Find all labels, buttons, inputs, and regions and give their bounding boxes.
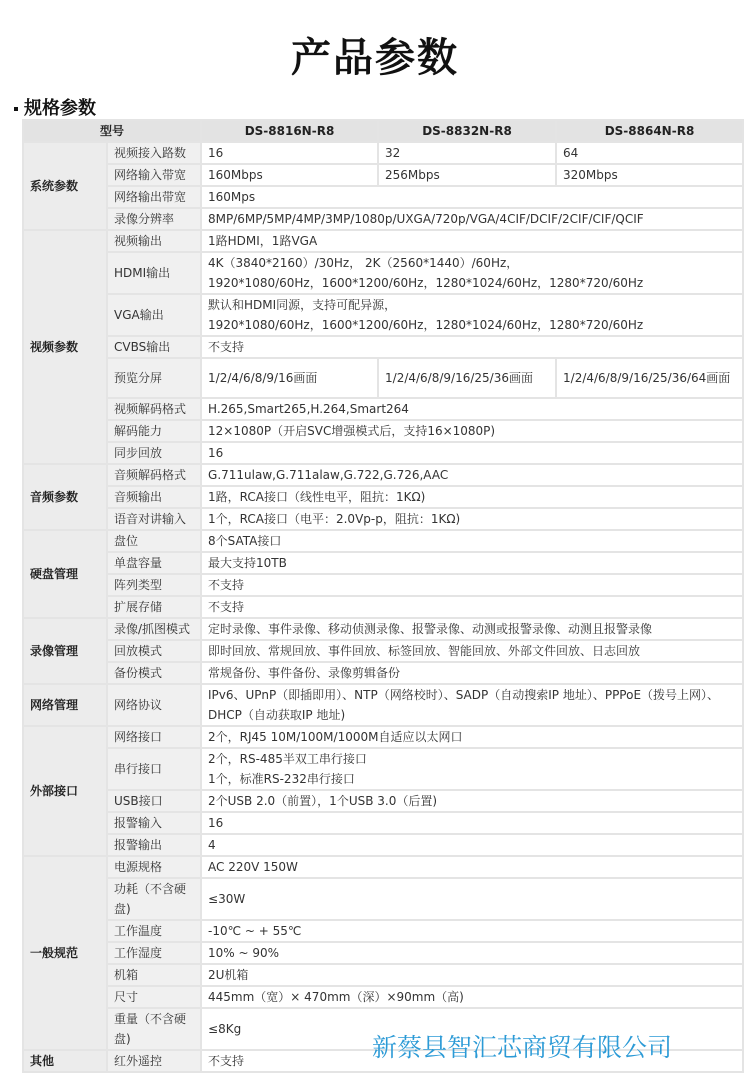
row-label: 盘位	[107, 530, 201, 552]
table-row	[23, 186, 743, 208]
table-row	[23, 878, 743, 920]
row-label: 工作湿度	[107, 942, 201, 964]
row-label: 视频输出	[107, 230, 201, 252]
row-value: ≤30W	[201, 878, 743, 920]
table-row	[23, 790, 743, 812]
row-value: 最大支持10TB	[201, 552, 743, 574]
row-label: 预览分屏	[107, 358, 201, 398]
row-value: 常规备份、事件备份、录像剪辑备份	[201, 662, 743, 684]
row-value: 445mm（宽）× 470mm（深）×90mm（高)	[201, 986, 743, 1008]
table-row	[23, 942, 743, 964]
header-model-2: DS-8832N-R8	[378, 120, 556, 142]
spec-table-body	[23, 142, 743, 1072]
group-label: 硬盘管理	[23, 530, 107, 618]
row-label: CVBS输出	[107, 336, 201, 358]
row-value: 不支持	[201, 1050, 743, 1072]
header-model: 型号	[23, 120, 201, 142]
row-value: 160Mps	[201, 186, 743, 208]
row-value: 2个，RS-485半双工串行接口 1个，标准RS-232串行接口	[201, 748, 743, 790]
row-value: 10% ~ 90%	[201, 942, 743, 964]
row-value: 16	[201, 812, 743, 834]
row-value: 8个SATA接口	[201, 530, 743, 552]
table-row	[23, 574, 743, 596]
table-row	[23, 230, 743, 252]
row-label: 报警输出	[107, 834, 201, 856]
page-title: 产品参数	[291, 35, 459, 81]
row-label: 红外遥控	[107, 1050, 201, 1072]
table-row	[23, 662, 743, 684]
table-row	[23, 856, 743, 878]
row-label: 网络接口	[107, 726, 201, 748]
table-row	[23, 964, 743, 986]
row-value: 16	[201, 142, 378, 164]
table-row	[23, 986, 743, 1008]
row-label: VGA输出	[107, 294, 201, 336]
group-label: 外部接口	[23, 726, 107, 856]
row-value: 4	[201, 834, 743, 856]
row-value: 不支持	[201, 596, 743, 618]
spec-table	[22, 119, 744, 1073]
group-label: 其他	[23, 1050, 107, 1072]
row-value: 不支持	[201, 574, 743, 596]
section-title: 规格参数	[24, 98, 96, 119]
row-label: 尺寸	[107, 986, 201, 1008]
section-heading	[14, 94, 96, 120]
row-value: G.711ulaw,G.711alaw,G.722,G.726,AAC	[201, 464, 743, 486]
row-label: 串行接口	[107, 748, 201, 790]
row-label: 单盘容量	[107, 552, 201, 574]
table-row	[23, 442, 743, 464]
row-label: 机箱	[107, 964, 201, 986]
header-model-3: DS-8864N-R8	[556, 120, 743, 142]
table-row	[23, 208, 743, 230]
row-label: 报警输入	[107, 812, 201, 834]
table-header-row	[23, 120, 743, 142]
row-label: 视频接入路数	[107, 142, 201, 164]
row-label: 网络输入带宽	[107, 164, 201, 186]
table-row	[23, 486, 743, 508]
row-label: 扩展存储	[107, 596, 201, 618]
row-value: 8MP/6MP/5MP/4MP/3MP/1080p/UXGA/720p/VGA/4CIF/DCIF/2CIF/CIF/QCIF	[201, 208, 743, 230]
row-value: H.265,Smart265,H.264,Smart264	[201, 398, 743, 420]
row-value: 1/2/4/6/8/9/16/25/36画面	[378, 358, 556, 398]
row-value: 1路HDMI，1路VGA	[201, 230, 743, 252]
row-label: 同步回放	[107, 442, 201, 464]
group-label: 视频参数	[23, 230, 107, 464]
table-row	[23, 618, 743, 640]
table-row	[23, 336, 743, 358]
table-row	[23, 142, 743, 164]
row-label: 录像分辨率	[107, 208, 201, 230]
row-value: 1路，RCA接口（线性电平，阻抗：1KΩ)	[201, 486, 743, 508]
row-value: AC 220V 150W	[201, 856, 743, 878]
table-row	[23, 748, 743, 790]
row-value: 2个，RJ45 10M/100M/1000M自适应以太网口	[201, 726, 743, 748]
row-label: 功耗（不含硬盘)	[107, 878, 201, 920]
row-label: 音频输出	[107, 486, 201, 508]
table-row	[23, 294, 743, 336]
table-row	[23, 252, 743, 294]
row-value: IPv6、UPnP（即插即用）、NTP（网络校时）、SADP（自动搜索IP 地址）、PPPoE（拨号上网）、 DHCP（自动获取IP 地址)	[201, 684, 743, 726]
table-row	[23, 812, 743, 834]
row-value: 1/2/4/6/8/9/16画面	[201, 358, 378, 398]
row-value: -10℃ ~ + 55℃	[201, 920, 743, 942]
row-label: 解码能力	[107, 420, 201, 442]
table-row	[23, 508, 743, 530]
table-row	[23, 420, 743, 442]
row-label: 网络输出带宽	[107, 186, 201, 208]
row-value: 2U机箱	[201, 964, 743, 986]
table-row	[23, 684, 743, 726]
row-value: 12×1080P（开启SVC增强模式后，支持16×1080P)	[201, 420, 743, 442]
row-label: 视频解码格式	[107, 398, 201, 420]
row-value: 256Mbps	[378, 164, 556, 186]
row-label: USB接口	[107, 790, 201, 812]
table-row	[23, 530, 743, 552]
row-label: 录像/抓图模式	[107, 618, 201, 640]
row-value: 64	[556, 142, 743, 164]
row-value: 2个USB 2.0（前置），1个USB 3.0（后置)	[201, 790, 743, 812]
row-label: 备份模式	[107, 662, 201, 684]
table-row	[23, 464, 743, 486]
row-value: 默认和HDMI同源，支持可配异源， 1920*1080/60Hz，1600*1200/60Hz，1280*1024/60Hz，1280*720/60Hz	[201, 294, 743, 336]
group-label: 录像管理	[23, 618, 107, 684]
group-label: 网络管理	[23, 684, 107, 726]
group-label: 音频参数	[23, 464, 107, 530]
row-label: 工作温度	[107, 920, 201, 942]
row-label: 网络协议	[107, 684, 201, 726]
table-row	[23, 640, 743, 662]
row-value: 1个，RCA接口（电平：2.0Vp-p，阻抗：1KΩ)	[201, 508, 743, 530]
company-watermark: 新蔡县智汇芯商贸有限公司	[372, 1033, 673, 1062]
row-value: ≤8Kg	[201, 1008, 743, 1050]
row-label: 重量（不含硬盘)	[107, 1008, 201, 1050]
row-value: 320Mbps	[556, 164, 743, 186]
table-row	[23, 552, 743, 574]
row-value: 定时录像、事件录像、移动侦测录像、报警录像、动测或报警录像、动测且报警录像	[201, 618, 743, 640]
row-value: 16	[201, 442, 743, 464]
row-label: 电源规格	[107, 856, 201, 878]
bullet-icon	[14, 107, 18, 111]
row-label: 回放模式	[107, 640, 201, 662]
header-model-1: DS-8816N-R8	[201, 120, 378, 142]
row-value: 1/2/4/6/8/9/16/25/36/64画面	[556, 358, 743, 398]
row-value: 32	[378, 142, 556, 164]
table-row	[23, 398, 743, 420]
group-label: 系统参数	[23, 142, 107, 230]
row-value: 160Mbps	[201, 164, 378, 186]
table-row	[23, 726, 743, 748]
table-row	[23, 164, 743, 186]
table-row	[23, 596, 743, 618]
group-label: 一般规范	[23, 856, 107, 1050]
row-label: 音频解码格式	[107, 464, 201, 486]
row-value: 不支持	[201, 336, 743, 358]
row-label: 阵列类型	[107, 574, 201, 596]
row-label: HDMI输出	[107, 252, 201, 294]
table-row	[23, 920, 743, 942]
row-value: 即时回放、常规回放、事件回放、标签回放、智能回放、外部文件回放、日志回放	[201, 640, 743, 662]
table-row	[23, 834, 743, 856]
row-value: 4K（3840*2160）/30Hz， 2K（2560*1440）/60Hz， 1920*1080/60Hz，1600*1200/60Hz，1280*1024/60Hz，1280*720/60Hz	[201, 252, 743, 294]
table-row	[23, 358, 743, 398]
row-label: 语音对讲输入	[107, 508, 201, 530]
